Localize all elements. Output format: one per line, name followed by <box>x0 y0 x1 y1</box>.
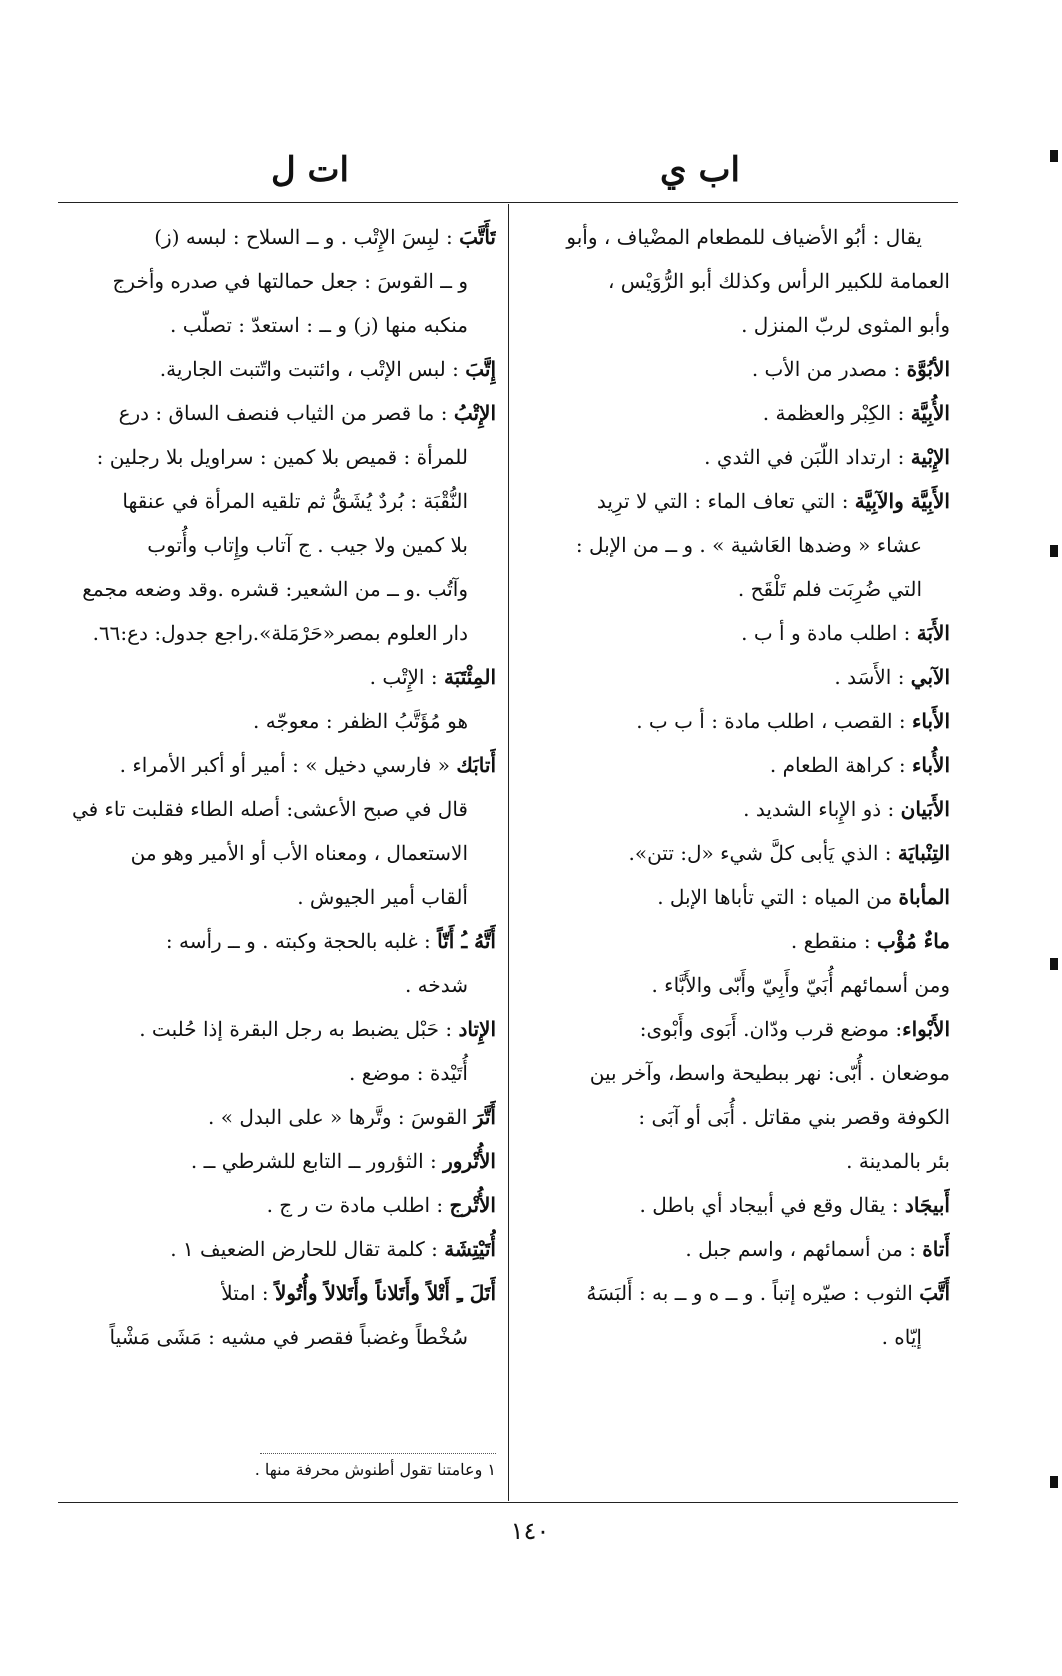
headword: التِنْبايَة <box>897 841 950 865</box>
dictionary-line <box>60 743 496 787</box>
definition-text: : التي تعاف الماء : التي لا ترِيد <box>596 489 855 513</box>
definition-text: العمامة للكبير الرأس وكذلك أبو الرُّوَيْس ، <box>607 269 950 293</box>
headword: أَتَلَ ـِ أَتْلاً وأَتَلاناً وأَتَلالاً وأُتُولاً <box>274 1281 496 1305</box>
definition-text: : مصدر من الأب . <box>751 357 907 381</box>
definition-text: : من أسمائهم ، واسم جبل . <box>685 1237 923 1261</box>
headword: الإِتاد <box>458 1017 496 1041</box>
definition-text: القوسَ : وتَّرها « على البدل » . <box>208 1105 474 1129</box>
dictionary-line <box>520 963 950 1007</box>
definition-text: شدخه . <box>404 973 468 997</box>
dictionary-line <box>60 919 496 963</box>
definition-text: : كلمة تقال للحارض الضعيف ١ . <box>170 1237 445 1261</box>
dictionary-line <box>520 1227 950 1271</box>
headword: المِئْتَبَة <box>443 665 496 689</box>
dictionary-line <box>60 963 496 1007</box>
dictionary-line <box>520 1271 950 1315</box>
headword: ماءٌ مُؤْب <box>876 929 950 953</box>
definition-text: : موضع قرب ودّان. أَبَوى وأَبْوى: <box>639 1017 903 1041</box>
headword: الأَبْواء <box>902 1017 950 1041</box>
dictionary-line <box>60 435 496 479</box>
definition-text: : كراهة الطعام . <box>769 753 912 777</box>
dictionary-line <box>520 259 950 303</box>
dictionary-line <box>520 215 950 259</box>
dictionary-line <box>60 831 496 875</box>
dictionary-line <box>60 479 496 523</box>
footnote-rule <box>260 1453 496 1454</box>
dictionary-line <box>520 699 950 743</box>
headword: الأُتْرور <box>443 1149 496 1173</box>
dictionary-line <box>520 479 950 523</box>
definition-text: قال في صبح الأعشى: أصله الطاء فقلبت تاء في <box>71 797 468 821</box>
dictionary-line <box>520 1183 950 1227</box>
dictionary-line <box>520 523 950 567</box>
headword: أَتَّبَ <box>919 1281 950 1305</box>
headword: الأَبَة <box>916 621 950 645</box>
dictionary-line <box>60 655 496 699</box>
definition-text: دار العلوم بمصر«حَرْمَلة».راجع جدول: دع:٦٦. <box>92 621 468 645</box>
dictionary-line <box>520 919 950 963</box>
headword: أَبيجَاد <box>904 1193 950 1217</box>
dictionary-line <box>60 347 496 391</box>
dictionary-line <box>520 743 950 787</box>
definition-text: التي ضُرِبَت فلم تَلْقَح . <box>737 577 922 601</box>
definition-text: : الثؤرور ــ التابع للشرطي ــ . <box>190 1149 444 1173</box>
definition-text: إيّاه . <box>881 1325 922 1349</box>
dictionary-line <box>520 1139 950 1183</box>
dictionary-line <box>60 523 496 567</box>
edge-mark <box>1050 958 1058 970</box>
definition-text: : ارتداد اللّبَن في الثدي . <box>704 445 911 469</box>
headword: الأُباء <box>911 753 950 777</box>
dictionary-line <box>60 1095 496 1139</box>
dictionary-line <box>520 1315 950 1359</box>
definition-text: أُتَيْدة : موضع . <box>349 1061 468 1085</box>
dictionary-line <box>60 303 496 347</box>
column-divider <box>508 204 509 1501</box>
dictionary-line <box>520 787 950 831</box>
headword: أَتاة <box>922 1237 950 1261</box>
definition-text: للمرأة : قميص بلا كمين : سراويل بلا رجلين : <box>96 445 468 469</box>
dictionary-line <box>60 875 496 919</box>
definition-text: : ما قصر من الثياب فنصف الساق : درع <box>118 401 454 425</box>
definition-text: : اطلب مادة ت ر ج . <box>266 1193 450 1217</box>
definition-text: وأبو المثوى لربّ المنزل . <box>741 313 950 337</box>
definition-text: وآتُب .و ــ من الشعير: قشره .وقد وضعه مجمع <box>82 577 468 601</box>
definition-text: يقال : أبُو الأضياف للمطعام المضْياف ، وأبو <box>566 225 922 249</box>
headword: إِتَّبَ <box>465 357 496 381</box>
definition-text: : حَبْل يضبط به رجل البقرة إذا حُلبت . <box>139 1017 459 1041</box>
definition-text: عشاء « وضدها العَاشية » . و ــ من الإبل : <box>575 533 922 557</box>
headword: أُتَيْتِشَة <box>444 1237 496 1261</box>
definition-text: النُّقْبَة : بُردٌ يُشَقُّ ثم تلقيه المرأة في عنقها <box>122 489 468 513</box>
definition-text: : الكِبْر والعظمة . <box>762 401 911 425</box>
headword: الإِبْية <box>910 445 950 469</box>
dictionary-line <box>60 567 496 611</box>
dictionary-line <box>60 1227 496 1271</box>
dictionary-line <box>60 259 496 303</box>
headword: الأَبِيَّة والآبِيَّة <box>854 489 950 513</box>
dictionary-line <box>60 1007 496 1051</box>
headword: أَتَّهُ ـُ أَتّاً <box>437 929 496 953</box>
dictionary-line <box>520 1095 950 1139</box>
dictionary-line <box>60 1139 496 1183</box>
definition-text: : يقال وقع في أبيجاد أي باطل . <box>639 1193 905 1217</box>
dictionary-line <box>520 831 950 875</box>
right-column <box>520 215 950 1359</box>
definition-text: بلا كمين ولا جيب . ج آتاب وإِتاب وأُتوب <box>147 533 468 557</box>
definition-text: ومن أسمائهم أُبَيّ وأَبِيّ وأَبّى والأَبَّاء . <box>651 973 950 997</box>
dictionary-line <box>520 1051 950 1095</box>
dictionary-line <box>60 699 496 743</box>
left-column <box>60 215 496 1359</box>
edge-mark <box>1050 150 1058 162</box>
definition-text: : ذو الإِباء الشديد . <box>743 797 901 821</box>
definition-text: سُخْطاً وغضباً فقصر في مشيه : مَشَى مَشْياً <box>109 1325 468 1349</box>
definition-text: : غلبه بالحجة وكبته . و ــ رأسه : <box>165 929 438 953</box>
definition-text: : امتلأ <box>221 1281 275 1305</box>
running-header-left: ات ل <box>271 150 349 190</box>
dictionary-line <box>520 1007 950 1051</box>
headword: الأَبَيان <box>900 797 950 821</box>
definition-text: : القصب ، اطلب مادة : أ ب ب . <box>636 709 912 733</box>
definition-text: « فارسي دخيل » : أمير أو أكبر الأمراء . <box>119 753 457 777</box>
headword: الآبي <box>910 665 950 689</box>
dictionary-line <box>60 1183 496 1227</box>
definition-text: ألقاب أمير الجيوش . <box>297 885 468 909</box>
headword: أَتابَك <box>456 753 496 777</box>
dictionary-line <box>520 875 950 919</box>
definition-text: : لبِسَ الإِتْب . و ــ السلاح : لبسه (ز) <box>154 225 460 249</box>
definition-text: بئر بالمدينة . <box>846 1149 950 1173</box>
page-number: ١٤٠ <box>510 1517 550 1545</box>
edge-mark <box>1050 1476 1058 1488</box>
header-rule <box>58 202 958 203</box>
dictionary-line <box>60 215 496 259</box>
footnote: ١ وعامتنا تقول أطنوش محرفة منها . <box>254 1460 496 1479</box>
dictionary-line <box>520 655 950 699</box>
definition-text: : الأَسَد . <box>834 665 911 689</box>
dictionary-line <box>60 391 496 435</box>
definition-text: : منقطع . <box>790 929 877 953</box>
dictionary-line <box>520 567 950 611</box>
dictionary-line <box>520 347 950 391</box>
definition-text: و ــ القوسَ : جعل حمالتها في صدره وأخرج <box>112 269 468 293</box>
definition-text: منكبه منها (ز) و ــ : استعدّ : تصلّب . <box>170 313 468 337</box>
definition-text: الكوفة وقصر بني مقاتل . أُبَى أو آبَى : <box>638 1105 950 1129</box>
dictionary-line <box>60 1315 496 1359</box>
footer-rule <box>58 1502 958 1503</box>
edge-mark <box>1050 545 1058 557</box>
definition-text: : اطلب مادة و أ ب . <box>741 621 917 645</box>
dictionary-line <box>520 611 950 655</box>
definition-text: : لبس الإتْب ، وائتبت واتّتبت الجارية. <box>159 357 466 381</box>
definition-text: الاستعمال ، ومعناه الأب أو الأمير وهو من <box>130 841 468 865</box>
definition-text: : الذي يَأبى كلَّ شيء «ل: تتن». <box>628 841 898 865</box>
dictionary-line <box>60 787 496 831</box>
definition-text: الثوب : صيّره إتباً . و ــ ه و ــ به : أَلبَسَهُ <box>586 1281 920 1305</box>
headword: أَتَّرَ <box>473 1105 496 1129</box>
dictionary-line <box>520 391 950 435</box>
headword: الأَباء <box>911 709 950 733</box>
headword: الإِتْبُ <box>453 401 496 425</box>
definition-text: : الإِتْب . <box>369 665 444 689</box>
headword: الأُبِيَّة <box>910 401 950 425</box>
definition-text: هو مُؤَتَّبُ الظفر : معوجّه . <box>253 709 468 733</box>
dictionary-line <box>60 1271 496 1315</box>
headword: الأُتْرج <box>449 1193 496 1217</box>
dictionary-line <box>60 611 496 655</box>
headword: الأبُوَّة <box>906 357 950 381</box>
dictionary-line <box>60 1051 496 1095</box>
running-header-right: اب ي <box>660 150 740 190</box>
dictionary-line <box>520 435 950 479</box>
headword: المأباة <box>898 885 950 909</box>
dictionary-line <box>520 303 950 347</box>
definition-text: من المياه : التي تأباها الإبل . <box>657 885 899 909</box>
definition-text: موضعان . أُبّى: نهر ببطيحة واسط، وآخر بين <box>589 1061 950 1085</box>
headword: تَأَتَّبَ <box>459 225 496 249</box>
